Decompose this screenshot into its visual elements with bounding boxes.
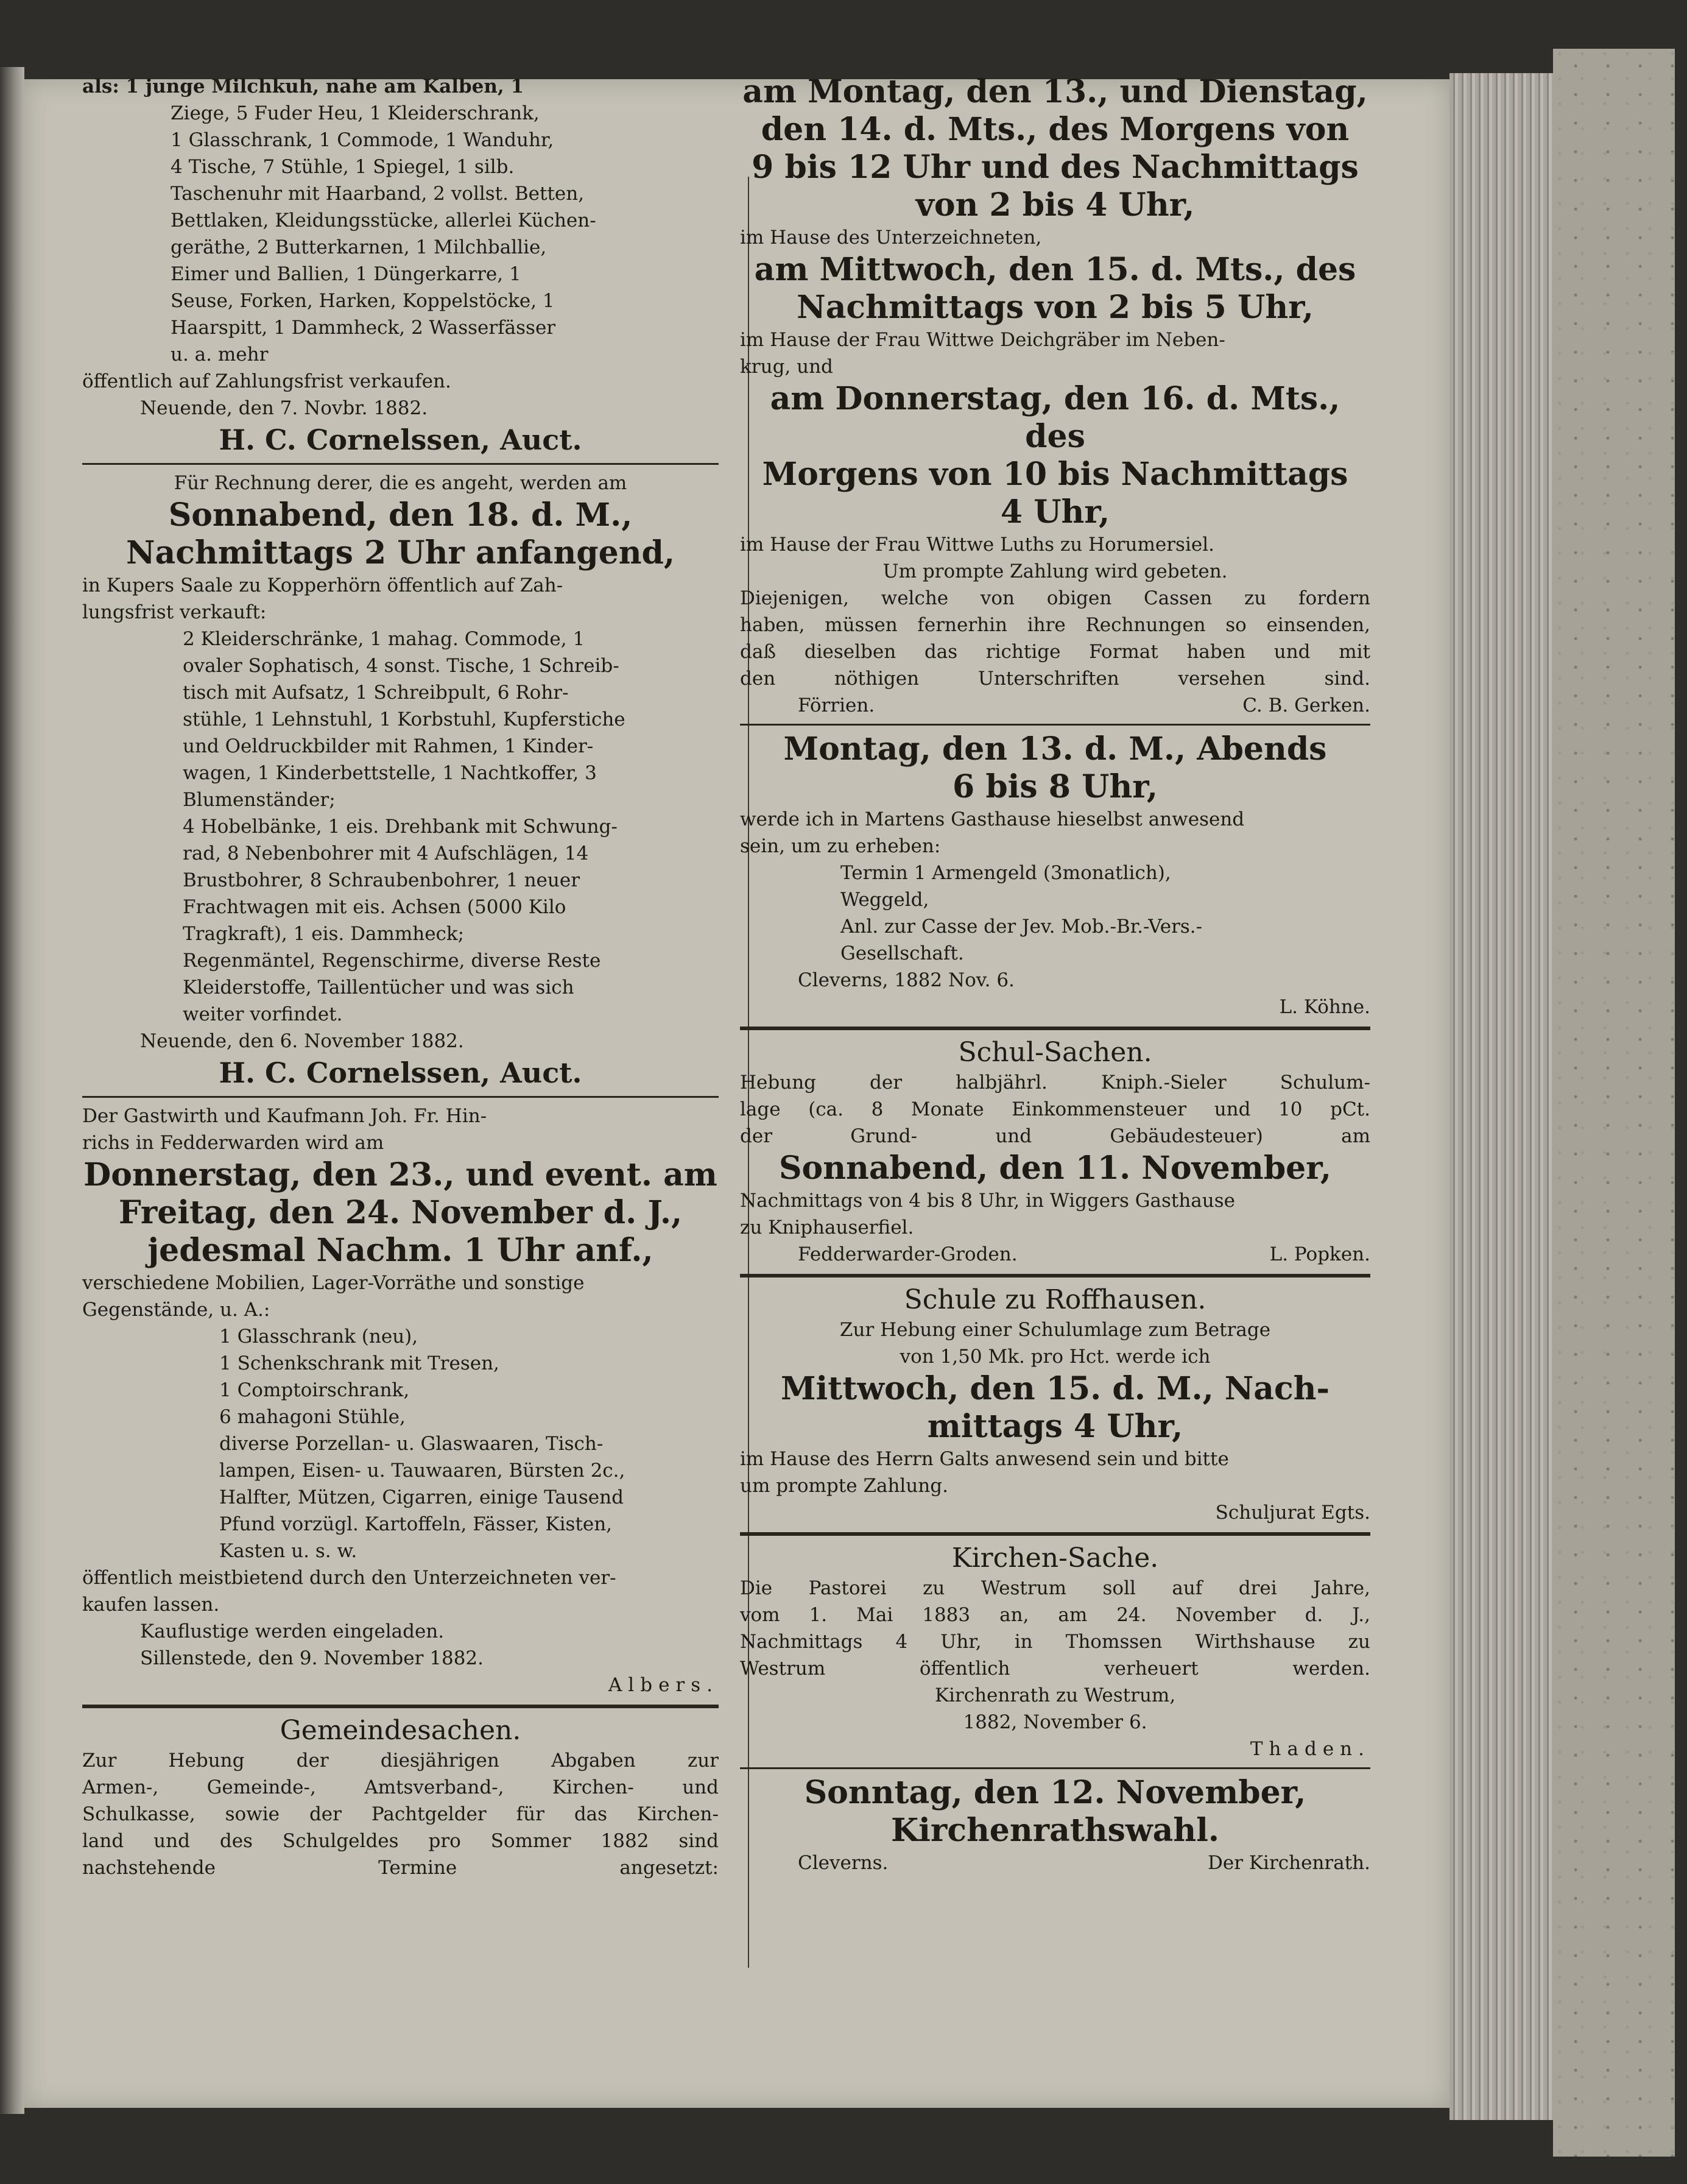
notice-text (740, 1575, 1370, 1682)
auction-notice-sillenstede (82, 1103, 719, 1698)
text-line: Neuende, den 6. November 1882. (140, 1030, 464, 1052)
text-line: Nachmittags von 4 bis 8 Uhr, in Wiggers Gasthause (740, 1190, 1235, 1212)
text-line: wagen, 1 Kinderbettstelle, 1 Nachtkoffer, 3 (183, 762, 597, 784)
divider (740, 1532, 1370, 1536)
date-line: am Mittwoch, den 15. d. Mts., des (754, 251, 1356, 288)
notice-text (740, 585, 1370, 692)
auction-item-lines (82, 1270, 719, 1672)
section-heading: Schul-Sachen. (958, 1037, 1152, 1068)
text-line: Die Pastorei zu Westrum soll auf drei Jahre, (740, 1577, 1370, 1599)
text-line: Sillenstede, den 9. November 1882. (140, 1647, 484, 1669)
auction-item-lines (82, 572, 719, 1055)
date-line: Mittwoch, den 15. d. M., Nach- (780, 1370, 1330, 1407)
signature: Schuljurat Egts. (1215, 1502, 1370, 1524)
date-line: am Montag, den 13., und Dienstag, (742, 73, 1368, 110)
intro-line: Der Gastwirth und Kaufmann Joh. Fr. Hin- (82, 1105, 487, 1127)
signature-row (740, 1241, 1370, 1268)
notice-text (740, 1446, 1370, 1499)
text-line: land und des Schulgeldes pro Sommer 1882 sind (82, 1830, 719, 1852)
page-stack-edge (1449, 73, 1553, 2120)
text-line: Pfund vorzügl. Kartoffeln, Fässer, Kisten, (219, 1513, 613, 1535)
text-line: öffentlich auf Zahlungsfrist verkaufen. (82, 370, 451, 392)
text-line: Nachmittags 4 Uhr, in Thomssen Wirthshause zu (740, 1631, 1370, 1653)
text-line: werde ich in Martens Gasthause hieselbst anwesend (740, 808, 1245, 830)
place-line: im Hause des Unterzeichneten, (740, 227, 1042, 249)
text-line: Termin 1 Armengeld (3monatlich), (840, 862, 1171, 884)
text-line: Halfter, Mützen, Cigarren, einige Tausend (219, 1486, 624, 1508)
text-line: stühle, 1 Lehnstuhl, 1 Korbstuhl, Kupferstiche (183, 709, 625, 730)
text-line: lampen, Eisen- u. Tauwaaren, Bürsten 2c., (219, 1460, 625, 1482)
text-line: Zur Hebung einer Schulumlage zum Betrage (839, 1319, 1271, 1341)
date-line: jedesmal Nachm. 1 Uhr anf., (147, 1232, 653, 1269)
text-line: 1 Comptoirschrank, (219, 1379, 410, 1401)
text-line: Ziege, 5 Fuder Heu, 1 Kleiderschrank, (171, 102, 540, 124)
divider (82, 1705, 719, 1708)
place-line: im Hause der Frau Wittwe Deichgräber im Neben- (740, 329, 1225, 351)
text-line: von 1,50 Mk. pro Hct. werde ich (900, 1346, 1211, 1368)
text-line: als: 1 junge Milchkuh, nahe am Kalben, 1 (82, 76, 524, 97)
text-line: und Oeldruckbilder mit Rahmen, 1 Kinder- (183, 735, 594, 757)
koehne-notice (740, 730, 1370, 1020)
text-line: 4 Hobelbänke, 1 eis. Drehbank mit Schwung- (183, 816, 618, 838)
text-line: Haarspitt, 1 Dammheck, 2 Wasserfässer (171, 317, 556, 339)
place-signature: Cleverns. (798, 1852, 889, 1874)
date-line: 9 bis 12 Uhr und des Nachmittags (752, 149, 1359, 186)
text-line: in Kupers Saale zu Kopperhörn öffentlich auf Zah- (82, 574, 563, 596)
text-line: Seuse, Forken, Harken, Koppelstöcke, 1 (171, 290, 555, 312)
signature: H. C. Cornelssen, Auct. (219, 1056, 582, 1089)
divider (740, 1027, 1370, 1030)
text-line: Regenmäntel, Regenschirme, diverse Reste (183, 950, 601, 972)
kirchenrathswahl-notice (740, 1774, 1370, 1876)
signature-row (740, 1850, 1370, 1876)
place-line: krug, und (740, 356, 833, 378)
notice-lines (740, 806, 1370, 994)
text-line: Zur Hebung der diesjährigen Abgaben zur (82, 1750, 719, 1772)
text-line: 4 Tische, 7 Stühle, 1 Spiegel, 1 silb. (171, 156, 515, 178)
text-line: im Hause des Herrn Galts anwesend sein und bitte (740, 1448, 1229, 1470)
signature: C. B. Gerken. (1242, 694, 1370, 716)
signature-row (740, 692, 1370, 719)
text-line: Tragkraft), 1 eis. Dammheck; (183, 923, 465, 945)
text-line: um prompte Zahlung. (740, 1475, 948, 1497)
signature: Albers. (608, 1674, 719, 1696)
text-line: Weggeld, (840, 889, 929, 911)
date-line: Sonnabend, den 11. November, (779, 1150, 1331, 1187)
text-line: weiter vorfindet. (183, 1003, 343, 1025)
text-line: Hebung der halbjährl. Kniph.-Sieler Schulum- (740, 1072, 1370, 1094)
date-line: 6 bis 8 Uhr, (953, 768, 1158, 805)
text-line: kaufen lassen. (82, 1594, 220, 1616)
text-line: der Grund- und Gebäudesteuer) am (740, 1125, 1370, 1147)
place-signature: Fedderwarder-Groden. (798, 1243, 1018, 1265)
text-line: sein, um zu erheben: (740, 835, 941, 857)
divider (82, 463, 719, 465)
text-line: vom 1. Mai 1883 an, am 24. November d. J., (740, 1604, 1370, 1626)
date-line: Sonntag, den 12. November, (804, 1774, 1306, 1811)
date-line: Nachmittags von 2 bis 5 Uhr, (797, 289, 1314, 326)
closing-line: 1882, November 6. (963, 1711, 1147, 1733)
closing-line: Kirchenrath zu Westrum, (934, 1684, 1176, 1706)
text-line: tisch mit Aufsatz, 1 Schreibpult, 6 Rohr- (183, 682, 569, 704)
divider (82, 1096, 719, 1098)
payment-terms-notice (740, 73, 1370, 719)
text-line: ovaler Sophatisch, 4 sonst. Tische, 1 Schreib- (183, 655, 619, 677)
text-line: diverse Porzellan- u. Glaswaaren, Tisch- (219, 1433, 604, 1455)
text-line: zu Kniphauserfiel. (740, 1217, 914, 1239)
notice-text (740, 1187, 1370, 1241)
text-line: Cleverns, 1882 Nov. 6. (798, 969, 1015, 991)
text-line: daß dieselben das richtige Format haben und mit (740, 641, 1370, 663)
text-line: Frachtwagen mit eis. Achsen (5000 Kilo (183, 896, 566, 918)
book-cover (1553, 49, 1675, 2157)
intro-line: Für Rechnung derer, die es angeht, werden am (174, 472, 627, 494)
section-heading: Schule zu Roffhausen. (904, 1284, 1206, 1315)
date-line: Sonnabend, den 18. d. M., (168, 497, 633, 534)
kirchen-sache-notice (740, 1542, 1370, 1762)
text-line: 1 Glasschrank, 1 Commode, 1 Wanduhr, (171, 129, 554, 151)
text-line: Gesellschaft. (840, 942, 964, 964)
text-line: Bettlaken, Kleidungsstücke, allerlei Küchen- (171, 210, 596, 231)
divider (740, 1767, 1370, 1769)
place-line: im Hause der Frau Wittwe Luths zu Horumersiel. (740, 534, 1214, 556)
date-line: den 14. d. Mts., des Morgens von (761, 111, 1350, 148)
text-line: 1 Glasschrank (neu), (219, 1326, 418, 1348)
signature: L. Popken. (1269, 1243, 1370, 1265)
divider (740, 724, 1370, 726)
text-line: rad, 8 Nebenbohrer mit 4 Aufschlägen, 14 (183, 843, 589, 864)
signature: H. C. Cornelssen, Auct. (219, 423, 582, 456)
text-line: verschiedene Mobilien, Lager-Vorräthe und sonstige (82, 1272, 585, 1294)
auction-notice-neuende-1 (82, 73, 719, 458)
date-line: Donnerstag, den 23., und event. am (83, 1156, 717, 1193)
text-line: Taschenuhr mit Haarband, 2 vollst. Betten, (171, 183, 585, 205)
text-line: Kleiderstoffe, Taillentücher und was sich (183, 977, 574, 998)
text-line: Gegenstände, u. A.: (82, 1299, 270, 1321)
date-line: Freitag, den 24. November d. J., (118, 1194, 683, 1231)
date-line: am Donnerstag, den 16. d. Mts., des (770, 380, 1340, 455)
schul-sachen-notice (740, 1036, 1370, 1268)
text-line: Schulkasse, sowie der Pachtgelder für das Kirchen- (82, 1803, 719, 1825)
section-heading: Kirchen-Sache. (951, 1543, 1159, 1574)
text-line: Blumenständer; (183, 789, 336, 811)
notice-text (740, 1069, 1370, 1150)
text-line: 1 Schenkschrank mit Tresen, (219, 1352, 499, 1374)
text-line: Kasten u. s. w. (219, 1540, 357, 1562)
text-line: öffentlich meistbietend durch den Unterzeichneten ver- (82, 1567, 616, 1589)
date-line: Morgens von 10 bis Nachmittags (762, 456, 1348, 493)
date-line: mittags 4 Uhr, (927, 1408, 1183, 1445)
left-column (82, 73, 719, 1881)
previous-page-edge (0, 67, 24, 2114)
text-line: nachstehende Termine angesetzt: (82, 1857, 719, 1879)
date-line: von 2 bis 4 Uhr, (915, 186, 1195, 224)
text-line: Neuende, den 7. Novbr. 1882. (140, 397, 428, 419)
signature: L. Köhne. (1279, 996, 1370, 1018)
signature: Thaden. (1250, 1738, 1370, 1760)
text-line: lungsfrist verkauft: (82, 601, 267, 623)
section-heading: Gemeindesachen. (280, 1715, 521, 1746)
auction-notice-neuende-2 (82, 470, 719, 1091)
text-line: Diejenigen, welche von obigen Cassen zu fordern (740, 587, 1370, 609)
text-line: u. a. mehr (171, 344, 269, 366)
text-line: Brustbohrer, 8 Schraubenbohrer, 1 neuer (183, 869, 580, 891)
auction-item-lines (82, 73, 719, 422)
text-line: Kauflustige werden eingeladen. (140, 1620, 445, 1642)
text-line: Westrum öffentlich verheuert werden. (740, 1658, 1370, 1680)
roffhausen-notice (740, 1284, 1370, 1526)
text-line: Anl. zur Casse der Jev. Mob.-Br.-Vers.- (840, 916, 1203, 938)
text-line: lage (ca. 8 Monate Einkommensteuer und 10 pCt. (740, 1098, 1370, 1120)
intro-line: richs in Fedderwarden wird am (82, 1132, 384, 1154)
date-line: 4 Uhr, (1000, 493, 1110, 531)
gemeinde-notice (82, 1714, 719, 1881)
place-signature: Förrien. (798, 694, 875, 716)
note-line: Um prompte Zahlung wird gebeten. (882, 560, 1228, 582)
right-column (740, 73, 1370, 1876)
text-line: Eimer und Ballien, 1 Düngerkarre, 1 (171, 263, 521, 285)
signature: Der Kirchenrath. (1208, 1852, 1370, 1874)
date-line: Montag, den 13. d. M., Abends (783, 730, 1327, 768)
text-line: 6 mahagoni Stühle, (219, 1406, 406, 1428)
section-heading: Kirchenrathswahl. (890, 1812, 1220, 1849)
date-line: Nachmittags 2 Uhr anfangend, (126, 534, 675, 571)
text-line: haben, müssen fernerhin ihre Rechnungen so einsenden, (740, 614, 1370, 636)
divider (740, 1274, 1370, 1278)
text-line: geräthe, 2 Butterkarnen, 1 Milchballie, (171, 236, 547, 258)
text-line: 2 Kleiderschränke, 1 mahag. Commode, 1 (183, 628, 585, 650)
text-line: Armen-, Gemeinde-, Amtsverband-, Kirchen- und (82, 1776, 719, 1798)
notice-text (740, 1316, 1370, 1370)
notice-text (82, 1747, 719, 1881)
text-line: den nöthigen Unterschriften versehen sind. (740, 668, 1370, 690)
